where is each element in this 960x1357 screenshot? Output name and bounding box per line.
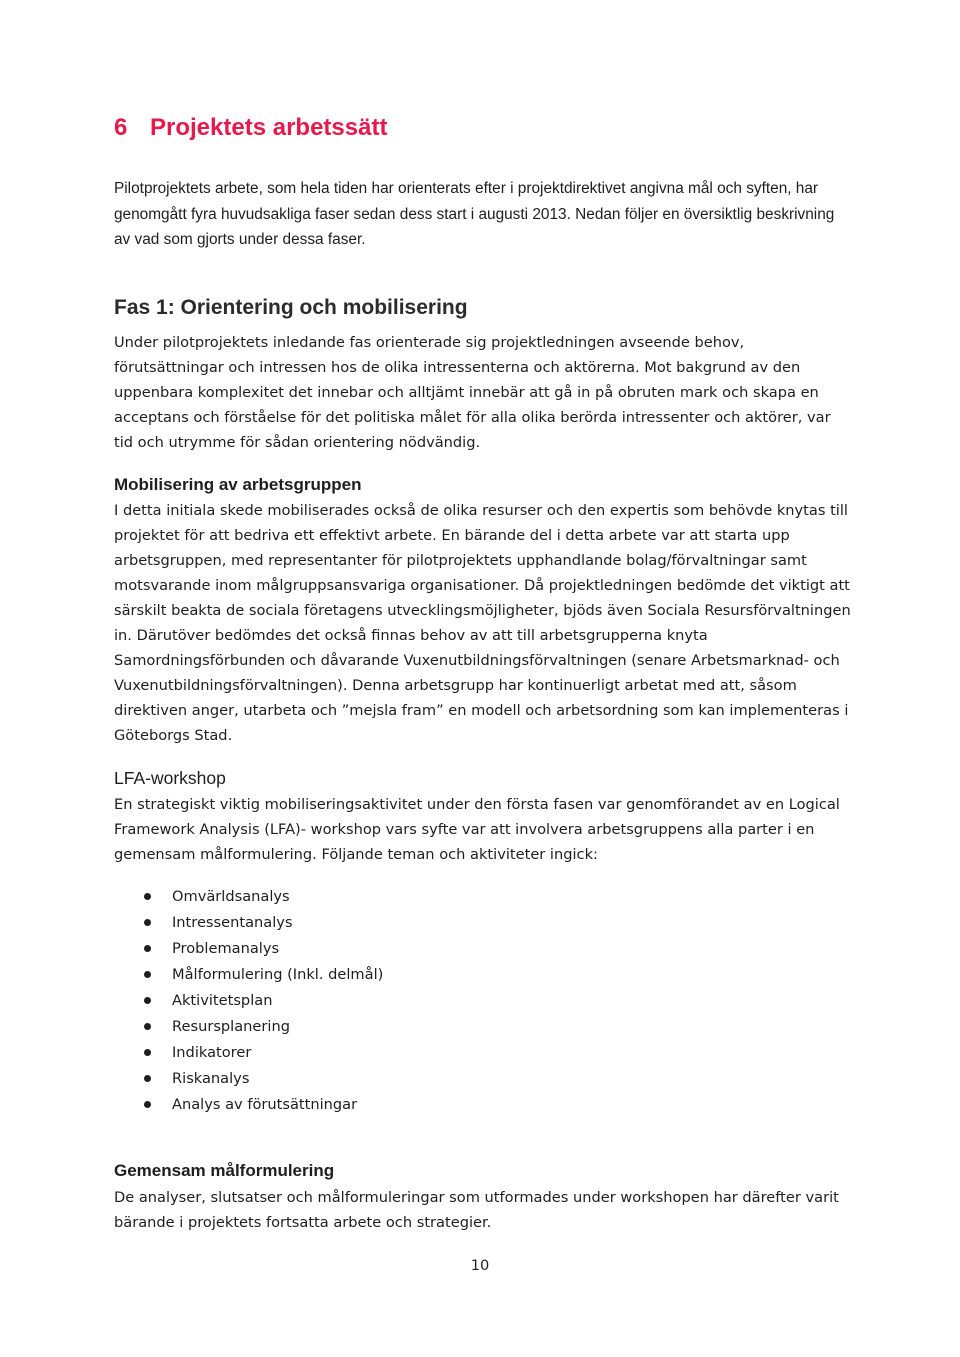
chapter-title: Projektets arbetssätt [150,114,388,141]
bullet-icon [144,1023,151,1030]
gemensam-paragraph: De analyser, slutsatser och målformuleringar som utformades under workshopen har därefter varit bärande i projektets fortsatta arbete och strategier. [114,1189,839,1231]
list-item: Problemanalys [114,936,383,962]
bullet-icon [144,893,151,900]
list-item: Riskanalys [114,1066,383,1092]
bullet-icon [144,1101,151,1108]
subheading-mobilisering: Mobilisering av arbetsgruppen [114,475,362,494]
list-item: Omvärldsanalys [114,884,383,910]
page-number: 10 [470,1257,490,1274]
list-item: Intressentanalys [114,910,383,936]
lfa-topic-list [114,884,383,1118]
bullet-icon [144,971,151,978]
bullet-icon [144,945,151,952]
list-item: Indikatorer [114,1040,383,1066]
section-fas1-paragraph: Under pilotprojektets inledande fas orienterade sig projektledningen avseende behov, förutsättningar och intressen hos de olika intressenterna och aktörerna. Mot bakgrund av den uppenbara komplexitet det innebar och alltjämt innebär att gå in på obruten mark och skapa en acceptans och förståelse för det politiska målet för alla olika berörda intressenter och aktörer, var tid och utrymme för sådan orientering nödvändig. [114,334,831,451]
list-item: Analys av förutsättningar [114,1092,383,1118]
chapter-heading [114,114,387,142]
list-item: Resursplanering [114,1014,383,1040]
list-item: Aktivitetsplan [114,988,383,1014]
subheading-lfa-workshop: LFA-workshop [114,768,226,788]
bullet-icon [144,997,151,1004]
section-heading-fas1: Fas 1: Orientering och mobilisering [114,296,468,319]
bullet-icon [144,1075,151,1082]
bullet-icon [144,1049,151,1056]
lfa-paragraph: En strategiskt viktig mobiliseringsaktivitet under den första fasen var genomförandet av en Logical Framework Analysis (LFA)- workshop vars syfte var att involvera arbetsgruppens alla parter i en gemensam målformulering. Följande teman och aktiviteter ingick: [114,796,840,863]
intro-paragraph: Pilotprojektets arbete, som hela tiden har orienterats efter i projektdirektivet angivna mål och syften, har genomgått fyra huvudsakliga faser sedan dess start i augusti 2013. Nedan följer en översiktlig beskrivning av vad som gjorts under dessa faser. [114,180,835,248]
subheading-gemensam-malformulering: Gemensam målformulering [114,1161,335,1180]
chapter-number: 6 [114,114,128,141]
list-item: Målformulering (Inkl. delmål) [114,962,383,988]
bullet-icon [144,919,151,926]
mobilisering-paragraph: I detta initiala skede mobiliserades också de olika resurser och den expertis som behövde knytas till projektet för att bedriva ett effektivt arbete. En bärande del i detta arbete var att starta upp arbetsgruppen, med representanter för pilotprojektets upphandlande bolag/förvaltningar samt motsvarande inom målgruppsansvariga organisationer. Då projektledningen bedömde det viktigt att särskilt beakta de sociala företagens utvecklingsmöjligheter, bjöds även Sociala Resursförvaltningen in. Därutöver bedömdes det också finnas behov av att till arbetsgrupperna knyta Samordningsförbunden och dåvarande Vuxenutbildningsförvaltningen (senare Arbetsmarknad- och Vuxenutbildningsförvaltningen). Denna arbetsgrupp har kontinuerligt arbetat med att, såsom direktiven anger, utarbeta och ”mejsla fram” en modell och arbetsordning som kan implementeras i Göteborgs Stad. [114,502,851,744]
